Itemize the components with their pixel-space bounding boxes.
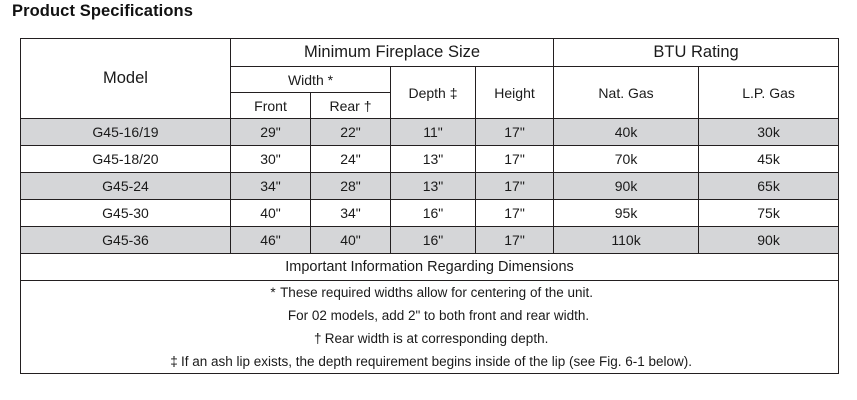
note-line: [21, 350, 838, 373]
header-width: Width *: [231, 67, 391, 93]
cell-lp-gas: 30k: [699, 119, 839, 146]
cell-front: 46": [231, 227, 311, 254]
note-symbol: ‡: [170, 354, 178, 369]
cell-height: 17": [476, 200, 554, 227]
note-text: For 02 models, add 2" to both front and rear width.: [287, 308, 590, 323]
info-header-row: [21, 254, 839, 281]
header-min-fireplace-size: Minimum Fireplace Size: [231, 39, 554, 67]
cell-height: 17": [476, 227, 554, 254]
note-text: If an ash lip exists, the depth requirement begins inside of the lip (see Fig. 6-1 below).: [181, 354, 693, 369]
cell-rear: 28": [311, 173, 391, 200]
cell-lp-gas: 45k: [699, 146, 839, 173]
header-depth: Depth ‡: [391, 67, 476, 119]
note-line: [21, 304, 838, 327]
note-symbol: *: [270, 285, 276, 300]
cell-rear: 22": [311, 119, 391, 146]
cell-depth: 16": [391, 227, 476, 254]
cell-model: G45-16/19: [21, 119, 231, 146]
cell-model: G45-36: [21, 227, 231, 254]
note-line: [21, 281, 838, 304]
table-row: [21, 200, 839, 227]
cell-height: 17": [476, 119, 554, 146]
page-title: Product Specifications: [12, 2, 193, 20]
cell-depth: 11": [391, 119, 476, 146]
cell-nat-gas: 95k: [554, 200, 699, 227]
table-row: [21, 146, 839, 173]
cell-model: G45-24: [21, 173, 231, 200]
note-symbol: †: [313, 331, 322, 346]
header-lp-gas: L.P. Gas: [699, 67, 839, 119]
header-front: Front: [231, 93, 311, 119]
header-rear: Rear †: [311, 93, 391, 119]
notes-cell: [21, 281, 839, 374]
table-row: [21, 173, 839, 200]
note-text: Rear width is at corresponding depth.: [324, 331, 549, 346]
cell-nat-gas: 70k: [554, 146, 699, 173]
cell-nat-gas: 110k: [554, 227, 699, 254]
notes-row: [21, 281, 839, 374]
product-specifications-table: [20, 38, 839, 374]
cell-model: G45-18/20: [21, 146, 231, 173]
note-text: These required widths allow for centering of the unit.: [280, 285, 593, 300]
header-model: Model: [21, 39, 231, 119]
cell-depth: 13": [391, 173, 476, 200]
cell-nat-gas: 40k: [554, 119, 699, 146]
cell-rear: 34": [311, 200, 391, 227]
cell-depth: 16": [391, 200, 476, 227]
header-height: Height: [476, 67, 554, 119]
cell-front: 29": [231, 119, 311, 146]
header-btu-rating: BTU Rating: [554, 39, 839, 67]
cell-height: 17": [476, 173, 554, 200]
cell-height: 17": [476, 146, 554, 173]
table-row: [21, 227, 839, 254]
cell-lp-gas: 65k: [699, 173, 839, 200]
cell-front: 34": [231, 173, 311, 200]
info-section-header: Important Information Regarding Dimensions: [21, 254, 839, 281]
cell-model: G45-30: [21, 200, 231, 227]
cell-rear: 24": [311, 146, 391, 173]
cell-lp-gas: 75k: [699, 200, 839, 227]
cell-front: 40": [231, 200, 311, 227]
table-row: [21, 119, 839, 146]
cell-lp-gas: 90k: [699, 227, 839, 254]
header-nat-gas: Nat. Gas: [554, 67, 699, 119]
cell-front: 30": [231, 146, 311, 173]
table-body: [21, 119, 839, 374]
cell-depth: 13": [391, 146, 476, 173]
cell-nat-gas: 90k: [554, 173, 699, 200]
cell-rear: 40": [311, 227, 391, 254]
table-header: [21, 39, 839, 119]
note-line: [21, 327, 838, 350]
